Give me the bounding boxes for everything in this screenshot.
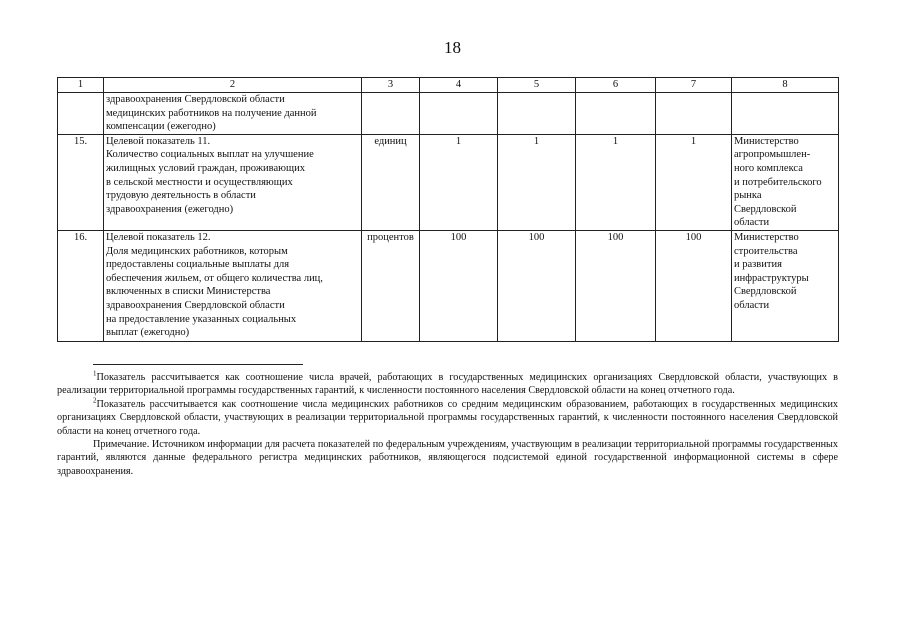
responsible-cell <box>732 134 839 230</box>
table-row-continued <box>58 93 839 135</box>
text-line: здравоохранения (ежегодно) <box>106 203 234 215</box>
text-line: Свердловской <box>734 203 797 215</box>
text-line: Количество социальных выплат на улучшение <box>106 149 314 161</box>
text-line: включенных в списки Министерства <box>106 286 271 298</box>
text-line: жилищных условий граждан, проживающих <box>106 162 305 174</box>
text-line: обеспечения жильем, от общего количества лиц, <box>106 272 323 284</box>
footnote-1 <box>57 371 838 398</box>
text-line: Целевой показатель 11. <box>106 135 211 147</box>
text-line: выплат (ежегодно) <box>106 327 190 339</box>
header-cell: 8 <box>732 78 839 93</box>
text-line: и потребительского <box>734 176 822 188</box>
value-cell: 100 <box>656 230 732 341</box>
value-cell <box>420 93 498 135</box>
text-line: здравоохранения Свердловской области <box>106 94 285 105</box>
text-line: области <box>734 217 770 229</box>
text-line: ного комплекса <box>734 162 803 174</box>
header-cell: 6 <box>576 78 656 93</box>
text-line: области <box>734 299 770 311</box>
row-number: 15. <box>58 134 104 230</box>
text-line: медицинских работников на получение данной <box>106 107 317 119</box>
value-cell: 1 <box>498 134 576 230</box>
header-cell: 3 <box>362 78 420 93</box>
responsible-cell <box>732 230 839 341</box>
footnote-text: Показатель рассчитывается как соотношение числа медицинских работников со средним медицинским образованием, работающих в государственных медицинских организациях Свердловской области, участвующих в реализации территориальной программы государственных гарантий, к численности постоянного населения Свердловской области на конец отчетного года. <box>57 398 838 437</box>
text-line: Целевой показатель 12. <box>106 231 211 243</box>
value-cell: 100 <box>498 230 576 341</box>
footnote-text: Показатель рассчитывается как соотношение числа врачей, работающих в государственных медицинских организациях Свердловской области, участвующих в реализации территориальной программы государственных гарантий, к численности постоянного населения Свердловской области на конец отчетного года. <box>57 372 838 397</box>
header-cell: 5 <box>498 78 576 93</box>
text-line: предоставлены социальные выплаты для <box>106 259 290 271</box>
footnote-2 <box>57 398 838 438</box>
text-line: Доля медицинских работников, которым <box>106 245 288 257</box>
text-line: строительства <box>734 245 798 257</box>
value-cell: 1 <box>576 134 656 230</box>
table-row <box>58 230 839 341</box>
responsible-cell <box>732 93 839 135</box>
value-cell: 100 <box>576 230 656 341</box>
header-cell: 7 <box>656 78 732 93</box>
text-line: трудовую деятельность в области <box>106 190 256 202</box>
indicator-description <box>104 230 362 341</box>
text-line: агропромышлен- <box>734 149 811 161</box>
text-line: Министерство <box>734 135 799 147</box>
header-cell: 2 <box>104 78 362 93</box>
header-cell: 1 <box>58 78 104 93</box>
row-number <box>58 93 104 135</box>
text-line: в сельской местности и осуществляющих <box>106 176 293 188</box>
value-cell: 1 <box>656 134 732 230</box>
value-cell: 1 <box>420 134 498 230</box>
unit-cell <box>362 93 420 135</box>
unit-cell: процентов <box>362 230 420 341</box>
row-number: 16. <box>58 230 104 341</box>
value-cell <box>498 93 576 135</box>
text-line: на предоставление указанных социальных <box>106 313 297 325</box>
text-line: инфраструктуры <box>734 272 809 284</box>
text-line: Министерство <box>734 231 799 243</box>
footnote-mark: 2 <box>93 396 97 405</box>
footnote-mark: 1 <box>93 369 97 378</box>
indicator-description <box>104 134 362 230</box>
footnote-divider <box>93 364 303 365</box>
table-row <box>58 134 839 230</box>
text-line: Свердловской <box>734 286 797 298</box>
text-line: рынка <box>734 190 762 202</box>
value-cell: 100 <box>420 230 498 341</box>
note <box>57 438 838 478</box>
header-cell: 4 <box>420 78 498 93</box>
note-text: Примечание. Источником информации для расчета показателей по федеральным учреждениям, участвующим в реализации территориальной программы государственных гарантий, являются данные федерального регистра медицинских работников, являющегося подсистемой единой государственной информационной системы в сфере здравоохранения. <box>57 439 838 477</box>
text-line: компенсации (ежегодно) <box>106 121 216 133</box>
text-line: здравоохранения Свердловской области <box>106 299 285 311</box>
value-cell <box>576 93 656 135</box>
indicator-description <box>104 93 362 135</box>
value-cell <box>656 93 732 135</box>
table-header-row <box>58 78 839 93</box>
text-line: и развития <box>734 259 782 271</box>
indicators-table <box>57 77 839 342</box>
page-number: 18 <box>444 38 461 57</box>
footnotes <box>57 364 838 478</box>
unit-cell: единиц <box>362 134 420 230</box>
